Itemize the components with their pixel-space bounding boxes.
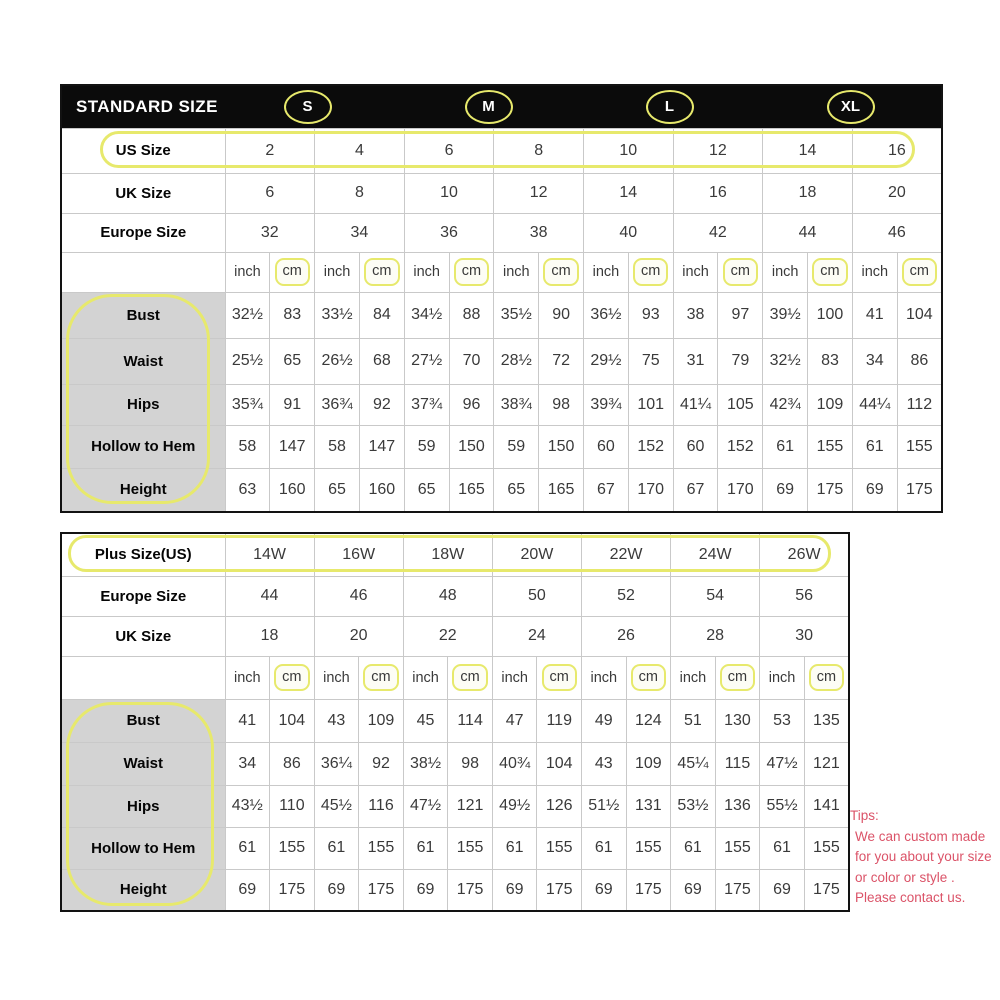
measurement-value: 175: [537, 869, 582, 911]
measurement-value: 70: [449, 338, 494, 384]
size-value: 18: [225, 616, 314, 656]
measurement-row-bust: [61, 699, 849, 742]
measurement-value: 49: [582, 699, 627, 742]
measurement-value: 110: [270, 785, 315, 827]
units-row-spacer: [61, 656, 225, 699]
measurement-value: 61: [492, 827, 537, 869]
unit-inch-label: inch: [673, 252, 718, 292]
unit-inch-label: inch: [763, 252, 808, 292]
highlight-cm-box: cm: [274, 664, 309, 692]
measurement-label-waist: Waist: [61, 742, 225, 785]
size-value: 48: [403, 576, 492, 616]
measurement-value: 121: [804, 742, 849, 785]
measurement-value: 150: [539, 425, 584, 468]
measurement-row-bust: [61, 292, 942, 338]
measurement-value: 155: [270, 827, 315, 869]
unit-cm-cell: [808, 252, 853, 292]
measurement-value: 135: [804, 699, 849, 742]
unit-cm-cell: [804, 656, 849, 699]
measurement-value: 69: [582, 869, 627, 911]
size-value: 26: [582, 616, 671, 656]
unit-cm-cell: [449, 252, 494, 292]
measurement-value: 114: [448, 699, 493, 742]
size-value: 16W: [314, 533, 403, 576]
measurement-value: 51: [671, 699, 716, 742]
unit-cm-cell: [270, 656, 315, 699]
size-value: 10: [404, 173, 494, 213]
size-group-slot-l: [579, 90, 760, 124]
measurement-value: 45: [403, 699, 448, 742]
highlight-cm-box: cm: [631, 664, 666, 692]
size-value: 20W: [492, 533, 581, 576]
size-value: 20: [852, 173, 942, 213]
unit-inch-label: inch: [404, 252, 449, 292]
measurement-row-hips: [61, 384, 942, 425]
highlight-cm-box: cm: [275, 258, 310, 286]
unit-inch-label: inch: [403, 656, 448, 699]
measurement-value: 69: [852, 468, 897, 512]
tips-lines: [850, 827, 1000, 909]
plus-size-table: [60, 532, 850, 912]
size-value: 42: [673, 213, 763, 252]
highlight-cm-box: cm: [720, 664, 755, 692]
unit-cm-cell: [628, 252, 673, 292]
measurement-value: 47: [492, 699, 537, 742]
highlight-cm-box: cm: [452, 664, 487, 692]
size-group-oval-m: M: [465, 90, 513, 124]
measurement-value: 119: [537, 699, 582, 742]
row-label-europe-size: Europe Size: [61, 576, 225, 616]
highlight-cm-box: cm: [723, 258, 758, 286]
measurement-value: 65: [404, 468, 449, 512]
size-group-slot-s: [217, 90, 398, 124]
highlight-cm-box: cm: [363, 664, 398, 692]
row-label-europe-size: Europe Size: [61, 213, 225, 252]
unit-inch-label: inch: [582, 656, 627, 699]
measurement-value: 28½: [494, 338, 539, 384]
measurement-value: 65: [270, 338, 315, 384]
size-value: 14W: [225, 533, 314, 576]
measurement-value: 31: [673, 338, 718, 384]
size-row-uk-size: [61, 173, 942, 213]
measurement-value: 175: [897, 468, 942, 512]
highlight-cm-box: cm: [364, 258, 399, 286]
measurement-label-hips: Hips: [61, 384, 225, 425]
measurement-value: 93: [628, 292, 673, 338]
size-value: 36: [404, 213, 494, 252]
tips-note: [850, 806, 1000, 909]
measurement-value: 35½: [494, 292, 539, 338]
measurement-value: 155: [448, 827, 493, 869]
measurement-label-height: Height: [61, 869, 225, 911]
measurement-value: 37¾: [404, 384, 449, 425]
size-row-europe-size: [61, 213, 942, 252]
unit-inch-label: inch: [671, 656, 716, 699]
measurement-value: 45¼: [671, 742, 716, 785]
measurement-label-height: Height: [61, 468, 225, 512]
size-value: 26W: [760, 533, 849, 576]
measurement-value: 155: [359, 827, 404, 869]
measurement-value: 160: [359, 468, 404, 512]
measurement-value: 109: [359, 699, 404, 742]
standard-size-table: [60, 84, 943, 513]
measurement-value: 112: [897, 384, 942, 425]
measurement-value: 26½: [315, 338, 360, 384]
measurement-value: 90: [539, 292, 584, 338]
measurement-value: 43: [582, 742, 627, 785]
measurement-value: 104: [537, 742, 582, 785]
measurement-value: 105: [718, 384, 763, 425]
measurement-value: 92: [359, 742, 404, 785]
row-label-uk-size: UK Size: [61, 616, 225, 656]
size-value: 10: [584, 128, 674, 173]
size-value: 14: [584, 173, 674, 213]
measurement-value: 175: [448, 869, 493, 911]
measurement-value: 98: [539, 384, 584, 425]
measurement-value: 69: [225, 869, 270, 911]
tips-line: We can custom made: [855, 828, 986, 844]
measurement-value: 69: [760, 869, 805, 911]
measurement-value: 36¾: [315, 384, 360, 425]
unit-cm-cell: [448, 656, 493, 699]
measurement-value: 69: [492, 869, 537, 911]
units-row: [61, 656, 849, 699]
size-value: 32: [225, 213, 315, 252]
measurement-value: 47½: [760, 742, 805, 785]
measurement-value: 155: [715, 827, 760, 869]
measurement-value: 109: [626, 742, 671, 785]
size-value: 46: [852, 213, 942, 252]
measurement-value: 61: [403, 827, 448, 869]
measurement-value: 61: [582, 827, 627, 869]
measurement-value: 53: [760, 699, 805, 742]
unit-inch-label: inch: [492, 656, 537, 699]
unit-cm-cell: [270, 252, 315, 292]
unit-cm-cell: [718, 252, 763, 292]
measurement-value: 96: [449, 384, 494, 425]
measurement-value: 55½: [760, 785, 805, 827]
tips-line: Please contact us.: [855, 890, 966, 905]
size-value: 18W: [403, 533, 492, 576]
measurement-value: 40¾: [492, 742, 537, 785]
measurement-value: 155: [808, 425, 853, 468]
measurement-value: 141: [804, 785, 849, 827]
measurement-value: 152: [718, 425, 763, 468]
measurement-value: 175: [359, 869, 404, 911]
measurement-value: 175: [626, 869, 671, 911]
size-value: 12: [673, 128, 763, 173]
measurement-value: 147: [270, 425, 315, 468]
measurement-value: 49½: [492, 785, 537, 827]
measurement-value: 86: [897, 338, 942, 384]
measurement-value: 115: [715, 742, 760, 785]
standard-size-title: STANDARD SIZE: [76, 96, 218, 116]
measurement-value: 38¾: [494, 384, 539, 425]
measurement-value: 124: [626, 699, 671, 742]
measurement-value: 43½: [225, 785, 270, 827]
measurement-value: 69: [671, 869, 716, 911]
row-label-plus-size-us: Plus Size(US): [61, 533, 225, 576]
measurement-value: 42¾: [763, 384, 808, 425]
measurement-value: 47½: [403, 785, 448, 827]
measurement-value: 44¼: [852, 384, 897, 425]
measurement-value: 104: [270, 699, 315, 742]
measurement-value: 91: [270, 384, 315, 425]
measurement-value: 69: [314, 869, 359, 911]
measurement-row-waist: [61, 338, 942, 384]
measurement-value: 43: [314, 699, 359, 742]
units-row-spacer: [61, 252, 225, 292]
measurement-value: 60: [673, 425, 718, 468]
unit-inch-label: inch: [225, 656, 270, 699]
size-value: 28: [671, 616, 760, 656]
measurement-value: 36¼: [314, 742, 359, 785]
measurement-value: 83: [808, 338, 853, 384]
measurement-row-height: [61, 468, 942, 512]
measurement-value: 75: [628, 338, 673, 384]
size-value: 34: [315, 213, 405, 252]
tips-line: for you about your size: [855, 849, 992, 864]
measurement-value: 130: [715, 699, 760, 742]
measurement-value: 109: [808, 384, 853, 425]
size-value: 46: [314, 576, 403, 616]
size-value: 8: [315, 173, 405, 213]
unit-cm-cell: [715, 656, 760, 699]
measurement-value: 175: [270, 869, 315, 911]
size-value: 44: [763, 213, 853, 252]
measurement-value: 165: [539, 468, 584, 512]
measurement-value: 58: [315, 425, 360, 468]
size-value: 20: [314, 616, 403, 656]
size-group-oval-xl: XL: [827, 90, 875, 124]
measurement-value: 59: [404, 425, 449, 468]
measurement-label-hollow-to-hem: Hollow to Hem: [61, 425, 225, 468]
size-group-oval-s: S: [284, 90, 332, 124]
measurement-label-waist: Waist: [61, 338, 225, 384]
unit-inch-label: inch: [584, 252, 629, 292]
size-value: 6: [404, 128, 494, 173]
measurement-value: 33½: [315, 292, 360, 338]
measurement-value: 175: [804, 869, 849, 911]
measurement-value: 126: [537, 785, 582, 827]
measurement-value: 97: [718, 292, 763, 338]
measurement-value: 150: [449, 425, 494, 468]
measurement-value: 61: [671, 827, 716, 869]
measurement-value: 34: [225, 742, 270, 785]
measurement-value: 155: [897, 425, 942, 468]
size-value: 54: [671, 576, 760, 616]
unit-cm-cell: [359, 252, 404, 292]
measurement-label-bust: Bust: [61, 699, 225, 742]
unit-inch-label: inch: [314, 656, 359, 699]
measurement-value: 79: [718, 338, 763, 384]
measurement-value: 83: [270, 292, 315, 338]
highlight-cm-box: cm: [902, 258, 937, 286]
measurement-value: 165: [449, 468, 494, 512]
highlight-cm-box: cm: [454, 258, 489, 286]
size-value: 16: [852, 128, 942, 173]
size-value: 14: [763, 128, 853, 173]
highlight-cm-box: cm: [543, 258, 578, 286]
row-label-us-size: US Size: [61, 128, 225, 173]
size-value: 22W: [582, 533, 671, 576]
measurement-value: 29½: [584, 338, 629, 384]
measurement-value: 61: [852, 425, 897, 468]
measurement-value: 152: [628, 425, 673, 468]
size-value: 38: [494, 213, 584, 252]
size-value: 2: [225, 128, 315, 173]
measurement-value: 98: [448, 742, 493, 785]
highlight-cm-box: cm: [809, 664, 844, 692]
size-value: 16: [673, 173, 763, 213]
measurement-value: 63: [225, 468, 270, 512]
measurement-value: 155: [537, 827, 582, 869]
measurement-value: 32½: [763, 338, 808, 384]
measurement-value: 69: [403, 869, 448, 911]
measurement-value: 131: [626, 785, 671, 827]
measurement-value: 92: [359, 384, 404, 425]
highlight-cm-box: cm: [633, 258, 668, 286]
size-value: 6: [225, 173, 315, 213]
size-value: 50: [492, 576, 581, 616]
measurement-value: 68: [359, 338, 404, 384]
measurement-row-waist: [61, 742, 849, 785]
measurement-value: 45½: [314, 785, 359, 827]
unit-inch-label: inch: [760, 656, 805, 699]
measurement-value: 41: [852, 292, 897, 338]
measurement-value: 38½: [403, 742, 448, 785]
measurement-value: 175: [808, 468, 853, 512]
measurement-value: 136: [715, 785, 760, 827]
size-group-oval-l: L: [646, 90, 694, 124]
measurement-value: 39½: [763, 292, 808, 338]
measurement-value: 65: [494, 468, 539, 512]
measurement-value: 147: [359, 425, 404, 468]
measurement-value: 116: [359, 785, 404, 827]
size-value: 44: [225, 576, 314, 616]
measurement-value: 41¼: [673, 384, 718, 425]
unit-inch-label: inch: [315, 252, 360, 292]
measurement-value: 61: [225, 827, 270, 869]
size-row-plus-size-us: [61, 533, 849, 576]
measurement-value: 61: [763, 425, 808, 468]
unit-cm-cell: [359, 656, 404, 699]
measurement-value: 35¾: [225, 384, 270, 425]
units-row: [61, 252, 942, 292]
measurement-value: 61: [760, 827, 805, 869]
measurement-value: 27½: [404, 338, 449, 384]
measurement-label-hips: Hips: [61, 785, 225, 827]
measurement-value: 170: [718, 468, 763, 512]
unit-cm-cell: [626, 656, 671, 699]
unit-cm-cell: [537, 656, 582, 699]
size-value: 24W: [671, 533, 760, 576]
size-value: 8: [494, 128, 584, 173]
measurement-value: 38: [673, 292, 718, 338]
measurement-value: 88: [449, 292, 494, 338]
highlight-cm-box: cm: [542, 664, 577, 692]
measurement-value: 51½: [582, 785, 627, 827]
measurement-row-height: [61, 869, 849, 911]
unit-cm-cell: [539, 252, 584, 292]
measurement-value: 60: [584, 425, 629, 468]
row-label-uk-size: UK Size: [61, 173, 225, 213]
measurement-value: 67: [673, 468, 718, 512]
size-value: 12: [494, 173, 584, 213]
highlight-cm-box: cm: [812, 258, 847, 286]
size-value: 56: [760, 576, 849, 616]
measurement-value: 59: [494, 425, 539, 468]
measurement-value: 69: [763, 468, 808, 512]
measurement-value: 155: [626, 827, 671, 869]
size-value: 22: [403, 616, 492, 656]
size-value: 52: [582, 576, 671, 616]
measurement-value: 58: [225, 425, 270, 468]
size-row-europe-size: [61, 576, 849, 616]
measurement-value: 121: [448, 785, 493, 827]
measurement-value: 36½: [584, 292, 629, 338]
measurement-value: 39¾: [584, 384, 629, 425]
measurement-value: 100: [808, 292, 853, 338]
measurement-value: 65: [315, 468, 360, 512]
measurement-value: 34: [852, 338, 897, 384]
measurement-value: 32½: [225, 292, 270, 338]
size-value: 40: [584, 213, 674, 252]
measurement-value: 34½: [404, 292, 449, 338]
measurement-row-hips: [61, 785, 849, 827]
size-value: 24: [492, 616, 581, 656]
size-value: 4: [315, 128, 405, 173]
measurement-value: 67: [584, 468, 629, 512]
measurement-value: 25½: [225, 338, 270, 384]
size-group-slot-xl: [760, 90, 941, 124]
size-row-uk-size: [61, 616, 849, 656]
size-group-slot-m: [398, 90, 579, 124]
measurement-value: 86: [270, 742, 315, 785]
measurement-value: 160: [270, 468, 315, 512]
tips-title: Tips:: [850, 808, 879, 823]
size-row-us-size: [61, 128, 942, 173]
measurement-row-hollow-to-hem: [61, 827, 849, 869]
unit-inch-label: inch: [494, 252, 539, 292]
unit-cm-cell: [897, 252, 942, 292]
measurement-value: 61: [314, 827, 359, 869]
unit-inch-label: inch: [852, 252, 897, 292]
measurement-value: 155: [804, 827, 849, 869]
standard-size-header-row: [61, 85, 942, 128]
measurement-label-bust: Bust: [61, 292, 225, 338]
measurement-value: 104: [897, 292, 942, 338]
measurement-label-hollow-to-hem: Hollow to Hem: [61, 827, 225, 869]
measurement-row-hollow-to-hem: [61, 425, 942, 468]
measurement-value: 72: [539, 338, 584, 384]
measurement-value: 101: [628, 384, 673, 425]
measurement-value: 41: [225, 699, 270, 742]
size-value: 30: [760, 616, 849, 656]
measurement-value: 53½: [671, 785, 716, 827]
measurement-value: 84: [359, 292, 404, 338]
measurement-value: 170: [628, 468, 673, 512]
standard-size-header: [61, 85, 942, 128]
measurement-value: 175: [715, 869, 760, 911]
size-value: 18: [763, 173, 853, 213]
tips-line: or color or style .: [855, 869, 955, 885]
unit-inch-label: inch: [225, 252, 270, 292]
